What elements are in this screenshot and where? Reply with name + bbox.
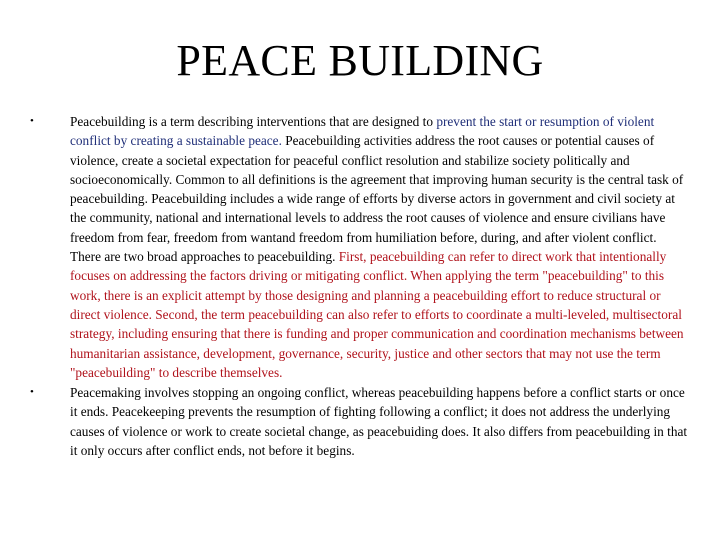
bullet-dot-icon: •: [30, 115, 34, 127]
bullet-dot-icon: •: [30, 386, 34, 399]
bullet-item-peacemaking-comparison: [30, 383, 690, 460]
slide-title: PEACE BUILDING: [176, 36, 544, 85]
bullet-text-segment-intro: Peacebuilding is a term describing interventions that are designed to: [70, 114, 437, 129]
bullet-text-segment-comparison: Peacemaking involves stopping an ongoing conflict, whereas peacebuilding happens before a conflict starts or once it ends. Peacekeeping prevents the resumption of fighting following a conflict; it does not address the underlying causes of violence or work to create societal change, as peacebuiding does. It also differs from peacebuilding in that it only occurs after conflict ends, not before it begins.: [70, 385, 688, 459]
bullet-text-segment-body: Peacebuilding activities address the root causes or potential causes of violence, create a societal expectation for peaceful conflict resolution and stabilize society politically and socioeconomically. Common to all definitions is the agreement that improving human security is the central task of peacebuilding. Peacebuilding includes a wide range of efforts by diverse actors in government and civil society at the community, national and international levels to address the root causes of violence and ensure civilians have freedom from fear, freedom from wantand freedom from humiliation before, during, and after violent conflict. There are two broad approaches to peacebuilding.: [70, 133, 684, 265]
bullet-item-peacebuilding-definition: [30, 112, 690, 382]
bullet-text-segment-highlight-blue: prevent the start or resumption of violent conflict by creating a sustainable peace.: [70, 114, 655, 149]
bullet-text-segment-highlight-red: First, peacebuilding can refer to direct work that intentionally focuses on addressing the factors driving or mitigating conflict. When applying the term "peacebuilding" to this work, there is an explicit attempt by those designing and planning a peacebuilding effort to reduce structural or direct violence. Second, the term peacebuilding can also refer to efforts to coordinate a multi-leveled, multisectoral strategy, including ensuring that there is funding and proper communication and coordination mechanisms between humanitarian assistance, development, governance, security, justice and other sectors that may not use the term "peacebuilding" to describe themselves.: [70, 249, 684, 380]
bullet-list: [30, 112, 690, 461]
